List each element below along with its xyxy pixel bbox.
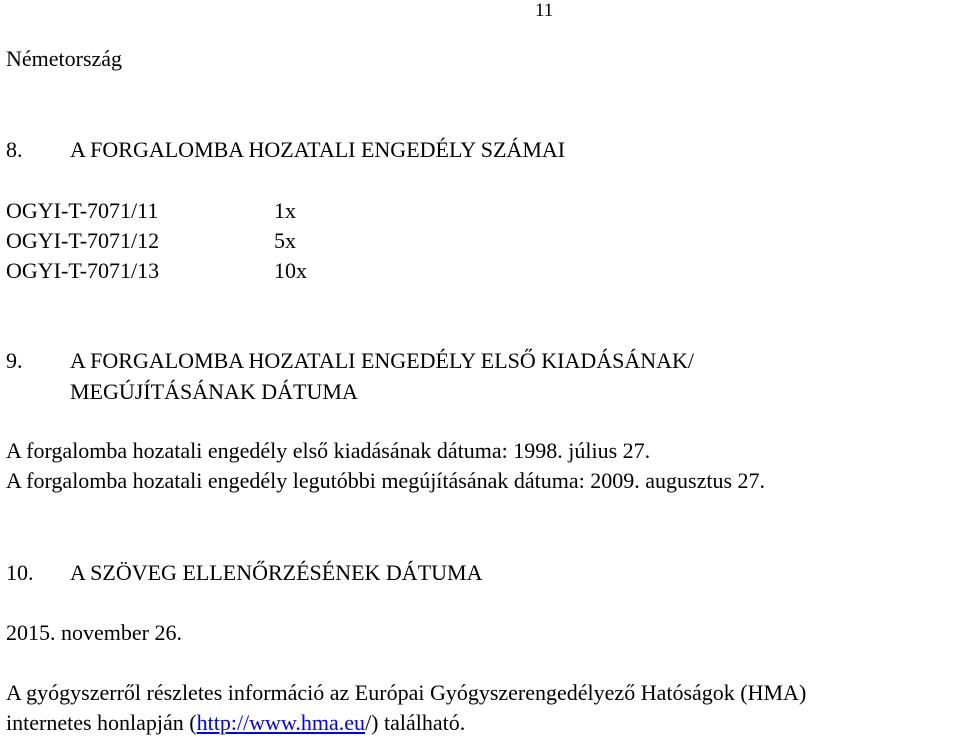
hma-link-part1: http://www. — [196, 710, 301, 735]
license-code: OGYI-T-7071/12 — [6, 228, 160, 253]
section-10-number: 10. — [6, 560, 34, 585]
section-8-number: 8. — [6, 137, 23, 162]
info-suffix: /) található. — [365, 710, 466, 735]
section-9-number: 9. — [6, 348, 23, 373]
license-code: OGYI-T-7071/13 — [6, 258, 160, 283]
section-9-title-line2: MEGÚJÍTÁSÁNAK DÁTUMA — [70, 379, 358, 404]
section-10-title: A SZÖVEG ELLENŐRZÉSÉNEK DÁTUMA — [70, 560, 483, 585]
license-row — [6, 200, 296, 222]
info-line-1: A gyógyszerről részletes információ az Európai Gyógyszerengedélyező Hatóságok (HMA) — [6, 680, 807, 705]
license-pack: 1x — [274, 198, 296, 223]
section-9-heading — [6, 350, 694, 372]
license-row — [6, 260, 307, 282]
license-pack: 10x — [274, 258, 307, 283]
section-8-title: A FORGALOMBA HOZATALI ENGEDÉLY SZÁMAI — [70, 137, 566, 162]
hma-link-part2: hma.eu — [300, 710, 366, 735]
last-renewal-date: A forgalomba hozatali engedély legutóbbi megújításának dátuma: 2009. augusztus 27. — [6, 468, 766, 493]
section-9-title-line1: A FORGALOMBA HOZATALI ENGEDÉLY ELSŐ KIADÁSÁNAK/ — [70, 348, 695, 373]
first-issue-date: A forgalomba hozatali engedély első kiadásának dátuma: 1998. július 27. — [6, 438, 651, 463]
section-10-heading — [6, 562, 482, 584]
license-code: OGYI-T-7071/11 — [6, 198, 159, 223]
section-8-heading — [6, 139, 565, 161]
country-label: Németország — [6, 46, 123, 71]
page-number: 11 — [535, 0, 554, 21]
license-row — [6, 230, 296, 252]
info-prefix: internetes honlapján ( — [6, 710, 197, 735]
info-line-2 — [6, 712, 465, 734]
revision-date: 2015. november 26. — [6, 620, 182, 645]
hma-link[interactable] — [197, 710, 365, 735]
license-pack: 5x — [274, 228, 296, 253]
